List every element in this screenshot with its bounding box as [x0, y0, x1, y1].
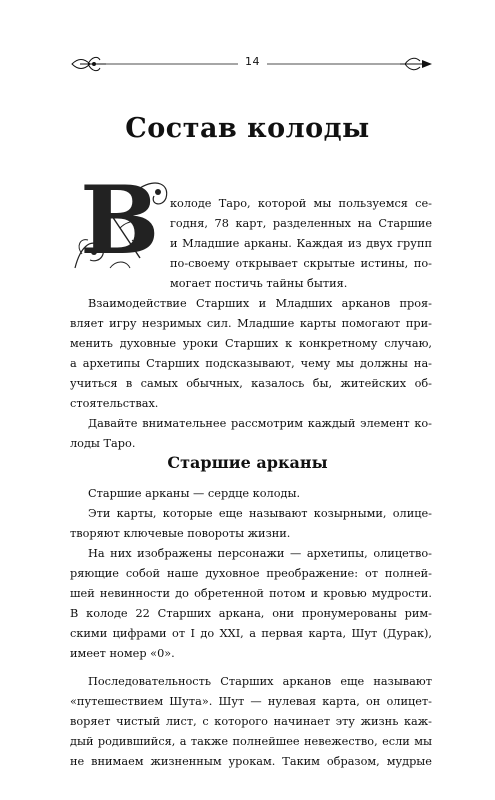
paragraph — [70, 414, 432, 454]
section-body — [70, 484, 432, 772]
text-line: воряет чистый лист, с которого начинает эту жизнь каж- — [70, 715, 432, 728]
text-line: творяют ключевые повороты жизни. — [70, 527, 291, 540]
intro-paragraph — [170, 194, 432, 294]
text-line: имеет номер «0». — [70, 647, 175, 660]
chapter-body — [70, 294, 432, 454]
page-number: 14 — [245, 55, 260, 68]
text-line: стоятельствах. — [70, 397, 159, 410]
text-line: не внимаем жизненным урокам. Таким образом, мудрые — [70, 755, 432, 768]
text-line: лоды Таро. — [70, 437, 136, 450]
text-line: учиться в самых обычных, казалось бы, житейских об- — [70, 377, 432, 390]
text-line: На них изображены персонажи — архетипы, олицетво- — [88, 547, 432, 560]
text-line: дый родившийся, а также полнейшее невежество, если мы — [70, 735, 432, 748]
text-line: ряющие собой наше духовное преображение: от полней- — [70, 567, 432, 580]
text-line: и Младшие арканы. Каждая из двух групп — [170, 237, 432, 250]
text-line: Последовательность Старших арканов еще называют — [88, 675, 432, 688]
chapter-title: Состав колоды — [125, 113, 370, 144]
text-line: по-своему открывает скрытые истины, по- — [170, 257, 432, 270]
text-line: Взаимодействие Старших и Младших арканов проя- — [88, 297, 432, 310]
text-line: В колоде 22 Старших аркана, они пронумерованы рим- — [70, 607, 432, 620]
dropcap — [70, 168, 180, 276]
text-line: шей невинности до обретенной потом и кровью мудрости. — [70, 587, 432, 600]
paragraph — [70, 504, 432, 544]
section-title: Старшие арканы — [167, 453, 328, 472]
text-line: Старшие арканы — сердце колоды. — [88, 487, 301, 500]
paragraph — [70, 294, 432, 414]
text-line: вляет игру незримых сил. Младшие карты помогают при- — [70, 317, 432, 330]
paragraph — [70, 544, 432, 664]
text-line: Давайте внимательнее рассмотрим каждый элемент ко- — [88, 417, 432, 430]
dropcap-letter: В — [80, 166, 160, 276]
text-line: могает постичь тайны бытия. — [170, 277, 348, 290]
paragraph — [70, 484, 432, 504]
text-line: колоде Таро, которой мы пользуемся се- — [170, 197, 432, 210]
paragraph — [70, 672, 432, 772]
text-line: «путешествием Шута». Шут — нулевая карта, он олицет- — [70, 695, 432, 708]
text-line: годня, 78 карт, разделенных на Старшие — [170, 217, 432, 230]
text-line: менить духовные уроки Старших к конкретному случаю, — [70, 337, 432, 350]
page-header — [70, 52, 435, 76]
text-line: Эти карты, которые еще называют козырными, олице- — [88, 507, 432, 520]
text-line: скими цифрами от I до XXI, а первая карта, Шут (Дурак), — [70, 627, 432, 640]
text-line: а архетипы Старших подсказывают, чему мы должны на- — [70, 357, 432, 370]
